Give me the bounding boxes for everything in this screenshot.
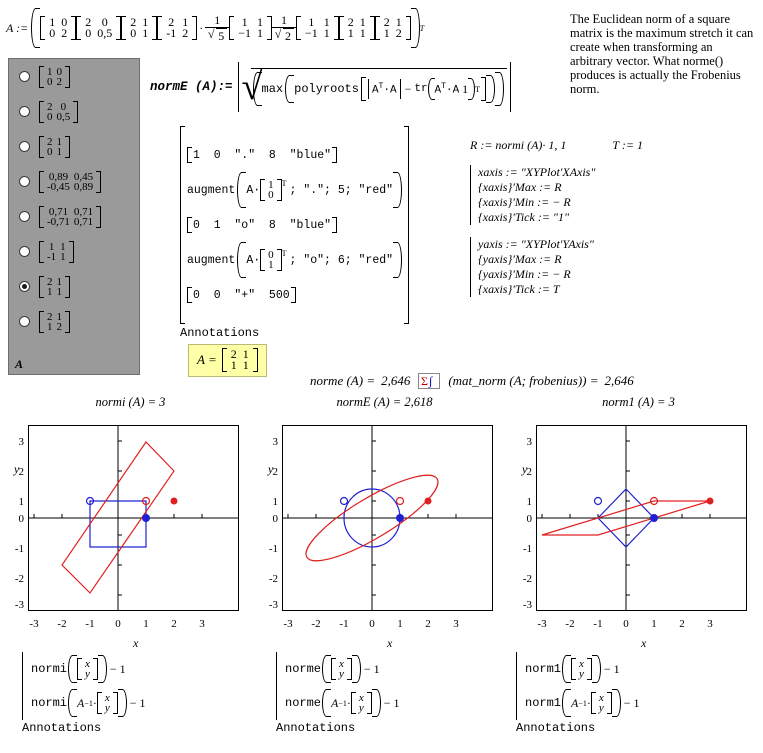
svg-text:2: 2: [171, 618, 177, 630]
svg-text:3: 3: [526, 436, 532, 448]
matrix-1: 2 0 0 0,5: [76, 16, 121, 40]
annot0-line-1: normi A −1 · x y − 1: [31, 686, 146, 720]
svg-text:1: 1: [397, 618, 403, 630]
radio-icon-4[interactable]: [19, 211, 30, 222]
plot-norm1-canvas[interactable]: [516, 415, 761, 655]
selector-option-2[interactable]: [9, 129, 139, 164]
mat-norm-value: 2,646: [604, 373, 634, 388]
svg-text:2: 2: [679, 618, 685, 630]
annot2-line-0: norm1 x y − 1: [525, 652, 640, 686]
radio-icon-1[interactable]: [19, 106, 30, 117]
selector-footer-label: A: [15, 357, 24, 371]
svg-text:y: y: [522, 462, 528, 476]
top-group-paren: 1 0 0 2 2 0 0 0,5 2 1 0 1 2 1 -1 2 · 1 √ 5 1 1 −1 1 1 √ 2 1 1 −1 1 2 1 1 1 2 1 1 2: [31, 8, 420, 48]
annotation-row-1: augment A· 1 0 $^T$ ; "."; 5; "red": [187, 168, 402, 212]
norm-results-line: [310, 373, 634, 389]
xaxis-line-2: {xaxis}'Min := − R: [478, 195, 571, 209]
svg-text:1: 1: [272, 496, 278, 508]
plot-normi: [8, 395, 253, 655]
annotations-definition-block: [180, 126, 409, 340]
annot2-caption: Annotations: [516, 721, 596, 735]
matrix-assign-label: A :=: [6, 20, 29, 35]
annotation-row-2: 0 1 "o" 8 "blue": [187, 212, 402, 238]
mathcad-icon: [418, 373, 440, 389]
svg-text:2: 2: [425, 618, 431, 630]
xaxis-settings-group: [470, 165, 643, 225]
svg-text:-2: -2: [522, 573, 532, 585]
max-label: max: [261, 82, 284, 96]
svg-text:0: 0: [623, 618, 629, 630]
svg-text:-2: -2: [57, 618, 67, 630]
yaxis-line-3: {xaxis}'Tick := T: [478, 282, 560, 296]
selector-matrix-3: 0,89 0,45 -0,45 0,89: [39, 171, 101, 193]
svg-text:-2: -2: [268, 573, 278, 585]
polyroots-label: polyroots: [294, 82, 359, 96]
plot-norm1-title: norm1 (A) = 3: [602, 395, 675, 409]
svg-text:-2: -2: [565, 618, 575, 630]
svg-text:3: 3: [272, 436, 278, 448]
outer-abs-bars: √ max polyroots $A^T\cdot A$ − tr $A^T\cdot A$ 1 T: [237, 62, 513, 112]
svg-text:-3: -3: [537, 618, 547, 630]
annotation-row-0: 1 0 "." 8 "blue": [187, 142, 402, 168]
svg-text:3: 3: [199, 618, 205, 630]
annot1-caption: Annotations: [276, 721, 356, 735]
R-definition: R := normi (A)· 1, 1: [470, 138, 567, 152]
selector-option-1[interactable]: [9, 94, 139, 129]
selector-option-0[interactable]: [9, 59, 139, 94]
selector-matrix-0: 1 0 0 2: [39, 66, 70, 88]
selector-option-6[interactable]: [9, 269, 139, 304]
svg-text:-3: -3: [522, 599, 532, 611]
matrix-0: 1 0 0 2: [40, 16, 76, 40]
annot0-caption: Annotations: [22, 721, 102, 735]
svg-text:-1: -1: [268, 543, 278, 555]
matrix-7: 2 1 1 2: [375, 16, 411, 40]
svg-text:-1: -1: [522, 543, 532, 555]
matrix-3: 2 1 -1 2: [157, 16, 197, 40]
explanatory-note: The Euclidean norm of a square matrix is the maximum stretch it can create when transforming an arbitrary vector. What norme() produces is actually the Frobenius norm.: [570, 12, 754, 96]
svg-text:0: 0: [526, 513, 532, 525]
svg-text:x: x: [387, 636, 393, 650]
bottom-annotation-2: [516, 652, 640, 735]
norme-value: 2,646: [381, 373, 411, 388]
annot1-line-0: norme x y − 1: [285, 652, 400, 686]
svg-text:y: y: [14, 462, 20, 476]
T-definition: T := 1: [612, 138, 643, 152]
selector-matrix-2: 2 1 0 1: [39, 136, 70, 158]
xaxis-line-3: {xaxis}'Tick := "1": [478, 210, 569, 224]
radio-icon-6[interactable]: [19, 281, 30, 292]
svg-text:3: 3: [707, 618, 713, 630]
svg-text:-3: -3: [268, 599, 278, 611]
plot-normi-canvas[interactable]: [8, 415, 253, 655]
selector-matrix-5: 1 1 -1 1: [39, 241, 74, 263]
xaxis-line-1: {xaxis}'Max := R: [478, 180, 562, 194]
selector-matrix-6: 2 1 1 1: [39, 276, 70, 298]
svg-text:0: 0: [18, 513, 24, 525]
matrix-4: 1 1 −1 1: [229, 16, 272, 40]
svg-text:2: 2: [526, 466, 532, 478]
svg-text:2: 2: [272, 466, 278, 478]
plot-norm1: [516, 395, 761, 655]
normE-label: normE (A):=: [150, 80, 233, 94]
radio-icon-7[interactable]: [19, 316, 30, 327]
result-lhs: A =: [197, 352, 217, 367]
matrix-result-highlight: [188, 344, 267, 377]
selector-matrix-4: 0,71 0,71 -0,71 0,71: [39, 206, 101, 228]
plot-normE-canvas[interactable]: [262, 415, 507, 655]
svg-text:-1: -1: [85, 618, 95, 630]
yaxis-line-0: yaxis := "XYPlot'YAxis": [478, 237, 594, 251]
annotations-matrix: [180, 126, 409, 324]
annot0-line-0: normi x y − 1: [31, 652, 146, 686]
radio-icon-5[interactable]: [19, 246, 30, 257]
transpose-superscript: T: [419, 23, 425, 33]
svg-text:∫: ∫: [429, 374, 433, 388]
svg-text:-2: -2: [14, 573, 24, 585]
svg-text:Σ: Σ: [421, 374, 429, 388]
norme-label: norme (A) =: [310, 373, 376, 388]
result-matrix: 2 1 1 1: [222, 348, 258, 372]
annot1-line-1: norme A −1 · x y − 1: [285, 686, 400, 720]
svg-text:0: 0: [369, 618, 375, 630]
svg-text:3: 3: [18, 436, 24, 448]
annotations-caption: Annotations: [180, 326, 260, 340]
svg-text:-3: -3: [29, 618, 39, 630]
radio-icon-3[interactable]: [19, 176, 30, 187]
svg-text:0: 0: [115, 618, 121, 630]
svg-text:x: x: [133, 636, 139, 650]
radio-icon-0[interactable]: [19, 71, 30, 82]
svg-text:-1: -1: [593, 618, 603, 630]
annotation-row-3: augment A· 0 1 $^T$ ; "o"; 6; "red": [187, 238, 402, 282]
xaxis-line-0: xaxis := "XYPlot'XAxis": [478, 165, 596, 179]
matrix-5: 1 1 −1 1: [296, 16, 339, 40]
plot-normE: [262, 395, 507, 655]
fraction-1-over-sqrt5: 1 √ 5: [205, 14, 229, 42]
plot-normE-title: normE (A) = 2,618: [336, 395, 433, 409]
radio-icon-2[interactable]: [19, 141, 30, 152]
svg-text:-2: -2: [311, 618, 321, 630]
mat-norm-label: (mat_norm (A; frobenius)) =: [448, 373, 599, 388]
svg-text:y: y: [268, 462, 274, 476]
bottom-annotation-1: [276, 652, 400, 735]
svg-text:-3: -3: [14, 599, 24, 611]
annotation-row-4: 0 0 "+" 500: [187, 282, 402, 308]
svg-text:-3: -3: [283, 618, 293, 630]
svg-text:0: 0: [272, 513, 278, 525]
svg-text:1: 1: [651, 618, 657, 630]
bottom-annotation-0: [22, 652, 146, 735]
matrix-6: 2 1 1 1: [339, 16, 375, 40]
selector-option-3[interactable]: [9, 164, 139, 199]
svg-text:-1: -1: [14, 543, 24, 555]
selector-option-4[interactable]: [9, 199, 139, 234]
yaxis-line-2: {yaxis}'Min := − R: [478, 267, 571, 281]
matrix-2: 2 1 0 1: [121, 16, 157, 40]
selector-option-7[interactable]: [9, 304, 139, 339]
svg-text:1: 1: [526, 496, 532, 508]
matrix-selector-panel[interactable]: [8, 58, 140, 375]
svg-text:3: 3: [453, 618, 459, 630]
selector-matrix-7: 2 1 1 2: [39, 311, 70, 333]
selector-matrix-1: 2 0 0 0,5: [39, 101, 78, 123]
svg-text:-1: -1: [339, 618, 349, 630]
svg-text:x: x: [641, 636, 647, 650]
svg-text:2: 2: [18, 466, 24, 478]
selector-option-5[interactable]: [9, 234, 139, 269]
matrix-definition-expression: [6, 8, 566, 48]
right-definitions: [470, 138, 643, 297]
normE-definition: [150, 62, 512, 112]
svg-text:1: 1: [143, 618, 149, 630]
yaxis-line-1: {yaxis}'Max := R: [478, 252, 562, 266]
plot-normi-title: normi (A) = 3: [95, 395, 166, 409]
annot2-line-1: norm1 A −1 · x y − 1: [525, 686, 640, 720]
svg-text:1: 1: [18, 496, 24, 508]
yaxis-settings-group: [470, 237, 643, 297]
fraction-1-over-sqrt2: 1 √ 2: [272, 14, 296, 42]
